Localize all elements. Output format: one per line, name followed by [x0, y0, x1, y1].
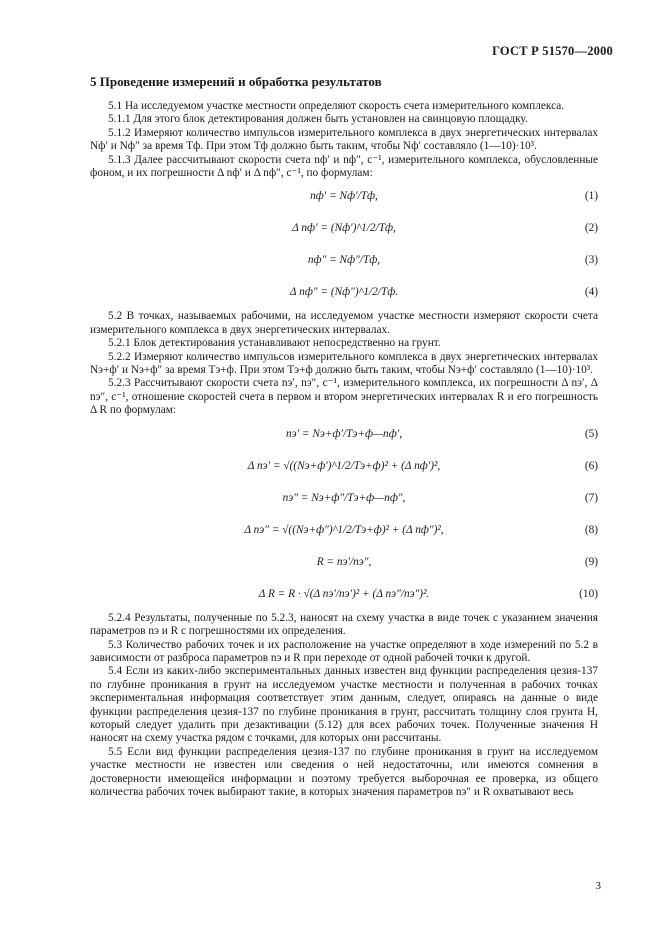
- paragraph-5-1-3: 5.1.3 Далее рассчитывают скорости счета nф′ и nф″, с⁻¹, измерительного комплекса, обусловленные фоном, и их погрешности Δ nф′ и Δ nф″, с⁻¹, по формулам:: [90, 153, 598, 180]
- formula-10: [90, 580, 598, 610]
- formula-1: [90, 182, 598, 212]
- paragraph-5-3: 5.3 Количество рабочих точек и их расположение на участке определяют в ходе измерений по 5.2 в зависимости от разброса параметров nэ и R при переходе от одной рабочей точки к другой.: [90, 638, 598, 664]
- formula-expr: nф″ = Nф″/Tф,: [307, 254, 381, 267]
- formula-number: (10): [579, 587, 598, 600]
- formula-expr: Δ R = R · √(Δ nэ′/nэ′)² + (Δ nэ″/nэ″)².: [258, 587, 430, 600]
- paragraph-5-1-2: 5.1.2 Измеряют количество импульсов измерительного комплекса в двух энергетических интервалах Nф′ и Nф″ за время Tф. При этом Tф должно быть таким, чтобы Nф′ составляло (1—10)·10³.: [90, 126, 598, 153]
- formula-expr: Δ nэ″ = √((Nэ+ф″)^1/2/Tэ+ф)² + (Δ nф″)²,: [244, 523, 444, 536]
- paragraph-5-2-2: 5.2.2 Измеряют количество импульсов измерительного комплекса в двух энергетических интервалах Nэ+ф′ и Nэ+ф″ за время Tэ+ф. При этом Tэ+ф должно быть таким, чтобы Nэ+ф′ составляло (1—10)·10³.: [90, 350, 598, 377]
- formula-8: [90, 516, 598, 546]
- paragraph-5-2-1: 5.2.1 Блок детектирования устанавливают непосредственно на грунт.: [108, 337, 441, 350]
- body-text: [90, 100, 598, 799]
- formula-number: (4): [584, 286, 598, 299]
- formula-6: [90, 452, 598, 482]
- formula-number: (8): [584, 523, 598, 536]
- paragraph-5-2: 5.2 В точках, называемых рабочими, на исследуемом участке местности измеряют скорости счета измерительного комплекса в двух энергетических интервалах.: [90, 310, 598, 336]
- formula-expr: nэ″ = Nэ+ф″/Tэ+ф—nф″,: [282, 491, 406, 504]
- formula-number: (3): [584, 254, 598, 267]
- formula-9: [90, 548, 598, 578]
- formula-4: [90, 278, 598, 308]
- formula-expr: nф′ = Nф′/Tф,: [310, 190, 378, 203]
- paragraph-5-2-3: 5.2.3 Рассчитывают скорости счета nэ′, nэ″, с⁻¹, измерительного комплекса, их погрешности Δ nэ′, Δ nэ″, с⁻¹, отношение скоростей счета в первом и втором энергетических интервалах R и его погрешность Δ R по формулам:: [90, 377, 598, 417]
- paragraph-5-1: 5.1 На исследуемом участке местности определяют скорость счета измерительного комплекса.: [108, 100, 565, 112]
- page-number: 3: [595, 880, 601, 892]
- formula-number: (6): [584, 459, 598, 472]
- formula-expr: R = nэ′/nэ″,: [316, 555, 372, 568]
- formula-expr: nэ′ = Nэ+ф′/Tэ+ф—nф′,: [285, 427, 403, 440]
- paragraph-5-5: 5.5 Если вид функции распределения цезия-137 по глубине проникания в грунт на исследуемом участке местности не известен или сведения о ней недостаточны, или имеются сомнения в достоверности имеющейся информации и поэтому требуется выборочная ее проверка, из общего количества рабочих точек выбирают такие, в которых значения параметров nэ″ и R охватывают весь: [90, 745, 598, 798]
- paragraph-5-4: 5.4 Если из каких-либо экспериментальных данных известен вид функции распределения цезия-137 по глубине проникания в грунт на исследуемом участке местности и полученная в рабочих точках экспериментальная информация соответствует этим данным, следует, опираясь на данные о виде функции распределения цезия-137 по глубине проникания в грунт, рассчитать толщину слоя грунта H, который следует удалить при дезактивации (5.12) для всех рабочих точек. Полученные значения H наносят на схему участка рядом с точками, для которых они рассчитаны.: [90, 665, 598, 745]
- paragraph-5-2-4: 5.2.4 Результаты, полученные по 5.2.3, наносят на схему участка в виде точек с указанием значения параметров nэ и R с погрешностями их определения.: [90, 611, 598, 638]
- standard-code: ГОСТ Р 51570—2000: [492, 44, 613, 58]
- formula-number: (7): [584, 491, 598, 504]
- formula-number: (5): [584, 427, 598, 440]
- formula-expr: Δ nф′ = (Nф′)^1/2/Tф,: [292, 222, 396, 235]
- formula-5: [90, 420, 598, 450]
- section-title: 5 Проведение измерений и обработка результатов: [90, 74, 382, 89]
- paragraph-5-1-1: 5.1.1 Для этого блок детектирования должен быть установлен на свинцовую площадку.: [108, 113, 528, 126]
- formula-expr: Δ nэ′ = √((Nэ+ф′)^1/2/Tэ+ф)² + (Δ nф′)²,: [247, 459, 441, 472]
- formula-3: [90, 246, 598, 276]
- formula-number: (9): [584, 555, 598, 568]
- formula-2: [90, 214, 598, 244]
- formula-number: (2): [584, 222, 598, 235]
- formula-7: [90, 484, 598, 514]
- formula-expr: Δ nф″ = (Nф″)^1/2/Tф.: [289, 286, 399, 299]
- formula-number: (1): [584, 190, 598, 203]
